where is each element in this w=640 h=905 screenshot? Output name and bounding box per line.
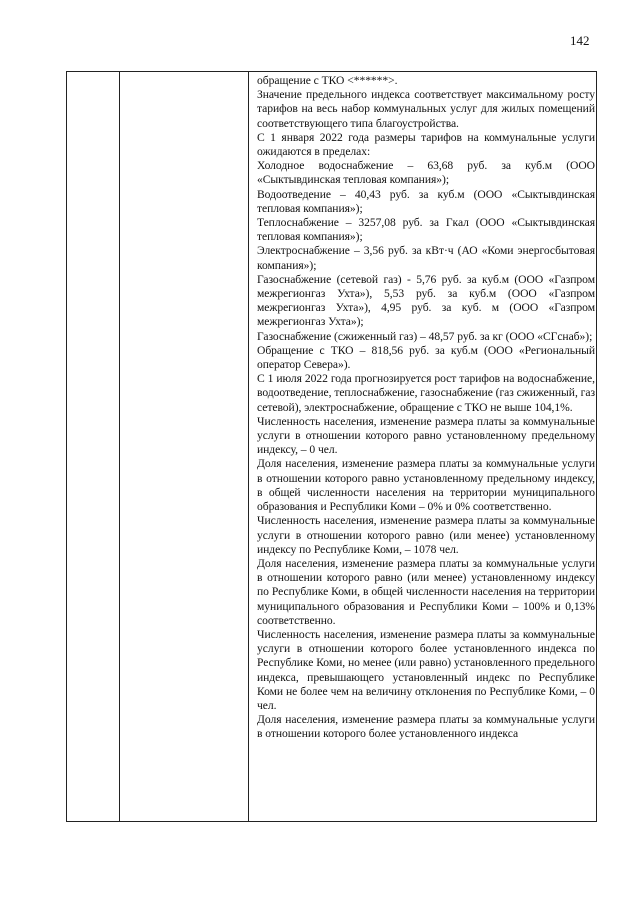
- paragraph: Электроснабжение – 3,56 руб. за кВт·ч (АО «Коми энергосбытовая компания»);: [257, 244, 595, 272]
- paragraph: С 1 января 2022 года размеры тарифов на коммунальные услуги ожидаются в пределах:: [257, 130, 595, 159]
- paragraph: Теплоснабжение – 3257,08 руб. за Гкал (ООО «Сыктывдинская тепловая компания»);: [257, 216, 595, 244]
- paragraph: Доля населения, изменение размера платы за коммунальные услуги в отношении которого равно установленному предельному индексу, в общей численности населения на территории муниципального образования и Республики Коми – 0% и 0% соответственно.: [257, 457, 595, 514]
- document-table: [66, 71, 597, 822]
- paragraph: Доля населения, изменение размера платы за коммунальные услуги в отношении которого равно (или менее) установленному индексу по Республике Коми, в общей численности населения на территории муниципального образования и Республики Коми – 100% и 0,13% соответственно.: [257, 556, 595, 627]
- column-divider-1: [119, 72, 120, 821]
- paragraph: Численность населения, изменение размера платы за коммунальные услуги в отношении которого равно (или менее) установленному индексу по Республике Коми, – 1078 чел.: [257, 514, 595, 556]
- paragraph: Доля населения, изменение размера платы за коммунальные услуги в отношении которого более установленного индекса: [257, 713, 595, 741]
- paragraph: обращение с ТКО <******>.: [257, 74, 398, 87]
- paragraph: С 1 июля 2022 года прогнозируется рост тарифов на водоснабжение, водоотведение, теплоснабжение, газоснабжение (газ сжиженный, газ сетевой), электроснабжение, обращение с ТКО не выше 104,1%.: [257, 372, 595, 414]
- paragraph: Водоотведение – 40,43 руб. за куб.м (ООО «Сыктывдинская тепловая компания»);: [257, 187, 595, 215]
- paragraph: Холодное водоснабжение – 63,68 руб. за куб.м (ООО «Сыктывдинская тепловая компания»);: [257, 159, 595, 187]
- paragraph: Обращение с ТКО – 818,56 руб. за куб.м (ООО «Региональный оператор Севера»).: [257, 343, 595, 372]
- paragraph: Значение предельного индекса соответствует максимальному росту тарифов на весь набор коммунальных услуг для жилых помещений соответствующего типа благоустройства.: [257, 88, 595, 130]
- table-cell-text: [257, 74, 595, 742]
- paragraph: Численность населения, изменение размера платы за коммунальные услуги в отношении которого более установленного индекса по Республике Коми, но менее (или равно) установленного предельного индекса, превышающего установленный индекс по Республике Коми не более чем на величину отклонения по Республике Коми, – 0 чел.: [257, 627, 595, 712]
- paragraph: Газоснабжение (сетевой газ) - 5,76 руб. за куб.м (ООО «Газпром межрегионгаз Ухта»), 5,53 руб. за куб.м (ООО «Газпром межрегионгаз Ухта»), 4,95 руб. за куб. м (ООО «Газпром межрегионгаз Ухта»);: [257, 272, 595, 329]
- column-divider-2: [248, 72, 249, 821]
- paragraph: Газоснабжение (сжиженный газ) – 48,57 руб. за кг (ООО «СГснаб»);: [257, 329, 593, 343]
- paragraph: Численность населения, изменение размера платы за коммунальные услуги в отношении которого равно установленному предельному индексу, – 0 чел.: [257, 414, 595, 457]
- page-number: 142: [570, 33, 590, 48]
